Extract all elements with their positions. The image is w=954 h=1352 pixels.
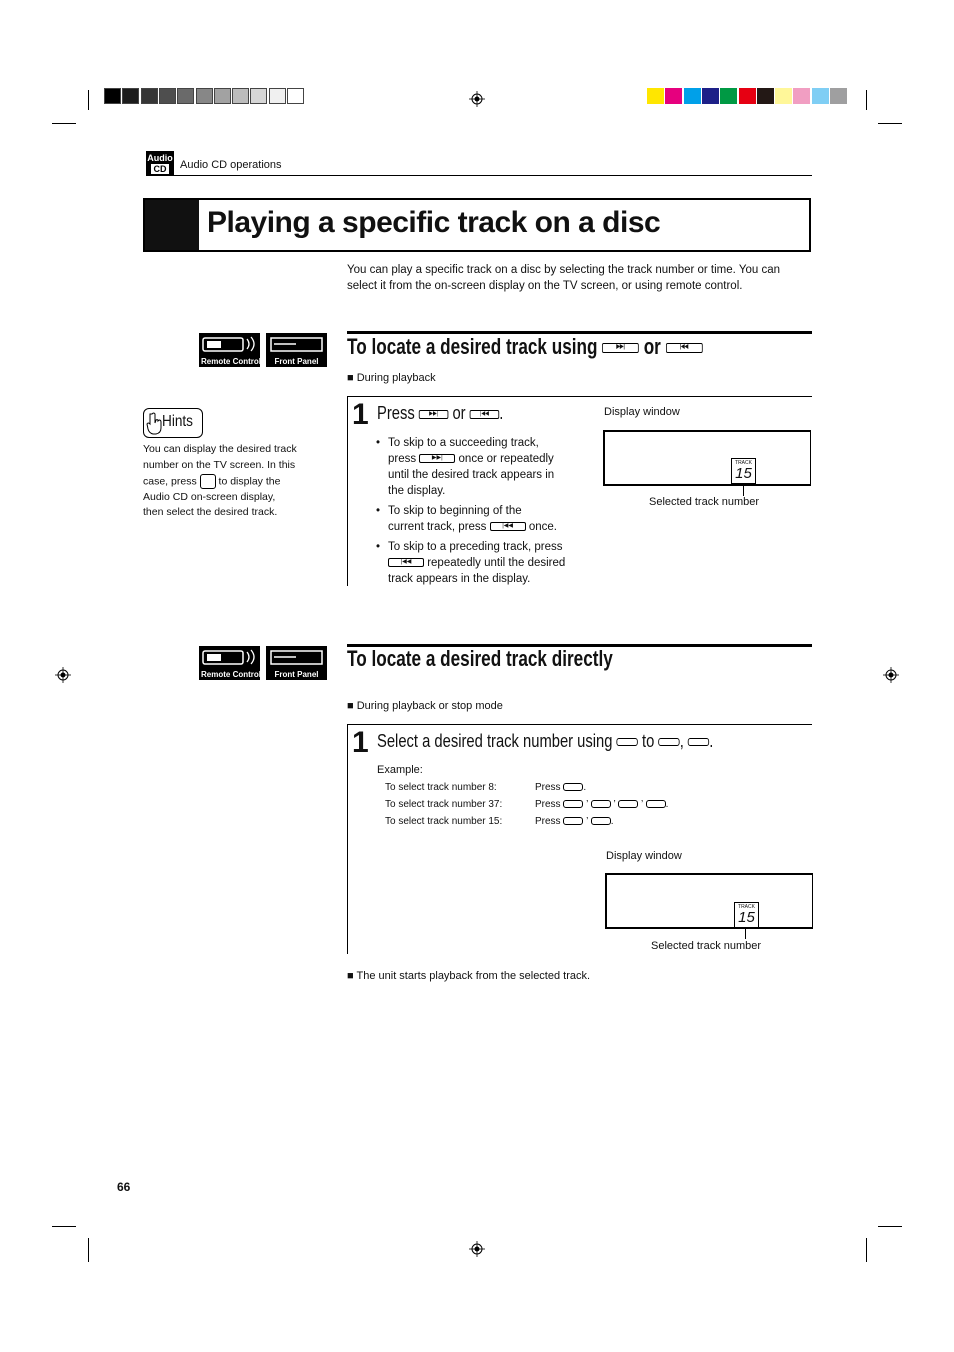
prev-skip-button-icon: |◀◀	[490, 522, 526, 531]
section1-heading-text: To locate a desired track using	[347, 334, 598, 359]
step-press-text: Press	[377, 403, 415, 423]
number-button-icon	[563, 817, 583, 825]
front-panel-icon	[266, 646, 327, 680]
bullet-text: To skip to a preceding track, press	[388, 541, 563, 553]
registration-mark-icon	[55, 667, 71, 683]
section2-step-heading	[377, 731, 817, 752]
step-number: 1	[352, 398, 369, 431]
prev-skip-button-icon: |◀◀	[666, 343, 703, 353]
example-label: Example:	[377, 764, 423, 776]
front-panel-graphic-icon	[266, 333, 327, 355]
title-box	[143, 198, 811, 252]
result-text: ■ The unit starts playback from the selected track.	[347, 970, 591, 982]
bullet-text-line	[388, 555, 591, 571]
hints-badge	[143, 408, 203, 438]
front-panel-icon	[266, 333, 327, 367]
example-row-label: To select track number 8:	[385, 782, 497, 793]
section2-heading-text: To locate a desired track directly	[347, 646, 613, 671]
example-row: To select track number 8: Press .	[385, 782, 587, 793]
hints-line: You can display the desired track	[143, 443, 297, 455]
hints-line: then select the desired track.	[143, 506, 278, 519]
step-side-rule	[347, 724, 348, 954]
example-row-label: To select track number 15:	[385, 816, 503, 827]
calibration-swatch	[269, 88, 286, 104]
section1-heading	[347, 334, 817, 358]
crop-mark	[52, 1226, 76, 1227]
bullet-text: repeatedly until the desired	[427, 557, 566, 569]
step-comma: ,	[679, 731, 684, 751]
bullet-text: press	[388, 453, 417, 465]
calibration-swatch	[287, 88, 304, 104]
remote-graphic-icon	[199, 333, 260, 355]
registration-mark-icon	[469, 1241, 485, 1257]
section2-condition: ■ During playback or stop mode	[347, 700, 503, 712]
display-window	[605, 873, 813, 929]
remote-graphic-icon	[199, 646, 260, 668]
hints-text	[143, 442, 333, 521]
intro-text: You can play a specific track on a disc by selecting the track number or time. You can select it from the on-screen display on the TV screen, or using remote control.	[347, 264, 780, 292]
calibration-swatch	[739, 88, 756, 104]
crop-mark	[88, 1238, 89, 1262]
number-button-icon	[658, 738, 679, 746]
list-item	[376, 435, 591, 499]
number-button-icon	[618, 800, 638, 808]
next-skip-button-icon: ▶▶|	[602, 343, 639, 353]
track-number: 15	[738, 909, 755, 926]
calibration-swatch	[141, 88, 158, 104]
crop-mark	[88, 90, 89, 110]
bullet-text: once or repeatedly	[458, 453, 554, 465]
display-caption: Selected track number	[649, 496, 760, 508]
calibration-swatch	[232, 88, 249, 104]
bullet-text: To skip to a succeeding track,	[388, 437, 539, 449]
bullet-text: until the desired track appears in	[388, 469, 555, 481]
step-period: .	[709, 731, 714, 751]
remote-control-icon	[199, 333, 260, 367]
remote-control-icon	[199, 646, 260, 680]
front-panel-graphic-icon	[266, 646, 327, 668]
track-number: 15	[735, 465, 752, 482]
bullet-text-line	[388, 451, 591, 467]
menu-button-icon	[200, 474, 216, 489]
badge-top-text: Audio	[147, 153, 173, 163]
section1-heading-or: or	[643, 334, 661, 359]
callout-line	[743, 486, 744, 496]
number-button-icon	[617, 738, 638, 746]
page-title: Playing a specific track on a disc	[207, 206, 661, 239]
section1-condition: ■ During playback	[347, 372, 436, 384]
bullet-text: current track, press	[388, 521, 487, 533]
step-side-rule	[347, 396, 348, 586]
number-button-icon	[563, 783, 583, 791]
header-rule	[146, 175, 812, 176]
front-panel-label: Front Panel	[274, 670, 319, 679]
next-skip-button-icon: ▶▶|	[419, 454, 455, 463]
step-rule	[347, 396, 812, 397]
bullet-dot: •	[376, 505, 381, 517]
number-button-icon	[563, 800, 583, 808]
calibration-swatch	[720, 88, 737, 104]
crop-mark	[878, 123, 902, 124]
hints-line	[143, 474, 333, 490]
example-press: Press	[535, 799, 561, 810]
example-press: Press	[535, 816, 561, 827]
section1-step-heading	[377, 403, 577, 424]
crop-mark	[866, 1238, 867, 1262]
example-press: Press	[535, 782, 561, 793]
track-label: TRACK	[735, 460, 752, 466]
step-rule	[347, 724, 812, 725]
calibration-swatch	[684, 88, 701, 104]
bullet-text: track appears in the display.	[388, 573, 531, 585]
page-number: 66	[117, 1180, 131, 1194]
list-item	[376, 503, 591, 535]
list-item	[376, 539, 591, 587]
number-button-icon	[646, 800, 666, 808]
hints-line: number on the TV screen. In this	[143, 458, 296, 471]
display-window-label: Display window	[604, 406, 680, 418]
section2-heading	[347, 646, 747, 670]
registration-mark-icon	[883, 667, 899, 683]
calibration-swatch	[775, 88, 792, 104]
number-button-icon	[591, 800, 611, 808]
calibration-swatch	[702, 88, 719, 104]
track-label: TRACK	[738, 904, 755, 910]
calibration-swatch	[214, 88, 231, 104]
bullet-text: To skip to beginning of the	[388, 505, 522, 517]
hints-label: Hints	[162, 413, 193, 430]
calibration-swatch	[104, 88, 121, 104]
hints-text-part: to display the	[218, 474, 281, 487]
step-text: Select a desired track number using	[377, 731, 613, 751]
bullet-text: the display.	[388, 485, 446, 497]
hints-line: Audio CD on-screen display,	[143, 490, 276, 503]
calibration-swatch	[793, 88, 810, 104]
step-number: 1	[352, 726, 369, 759]
calibration-swatch	[196, 88, 213, 104]
bullet-text: once.	[528, 521, 557, 533]
number-button-icon	[591, 817, 611, 825]
example-row: To select track number 15: Press ’ .	[385, 816, 614, 827]
track-indicator	[731, 458, 756, 484]
track-indicator	[734, 902, 759, 928]
crop-mark	[52, 123, 76, 124]
crop-mark	[866, 90, 867, 110]
calibration-swatch	[757, 88, 774, 104]
badge-bottom-text: CD	[151, 164, 169, 174]
audio-cd-badge	[146, 151, 174, 176]
display-caption: Selected track number	[651, 940, 762, 952]
example-row-label: To select track number 37:	[385, 799, 503, 810]
remote-control-label: Remote Control	[201, 670, 261, 679]
display-window-label: Display window	[606, 850, 682, 862]
step-period: .	[499, 403, 504, 423]
bullet-list	[376, 435, 591, 587]
next-skip-button-icon: ▶▶|	[419, 410, 449, 419]
crop-mark	[878, 1226, 902, 1227]
section-label: Audio CD operations	[180, 159, 282, 171]
front-panel-label: Front Panel	[274, 357, 319, 366]
calibration-swatch	[812, 88, 829, 104]
step-or-text: or	[452, 403, 466, 423]
calibration-swatch	[122, 88, 139, 104]
calibration-swatch	[665, 88, 682, 104]
display-window	[603, 430, 811, 486]
bullet-dot: •	[376, 541, 381, 553]
number-button-icon	[688, 738, 709, 746]
prev-skip-button-icon: |◀◀	[388, 558, 424, 567]
calibration-swatch	[177, 88, 194, 104]
callout-line	[745, 929, 746, 939]
hints-text-part: case, press	[143, 474, 197, 487]
prev-skip-button-icon: |◀◀	[470, 410, 500, 419]
calibration-swatch	[830, 88, 847, 104]
calibration-swatch	[159, 88, 176, 104]
registration-mark-icon	[469, 91, 485, 107]
title-black-block	[145, 200, 199, 250]
bullet-text-line	[388, 519, 591, 535]
calibration-swatch	[647, 88, 664, 104]
remote-control-label: Remote Control	[201, 357, 261, 366]
example-row: To select track number 37: Press ’ ’ ’ .	[385, 799, 669, 810]
calibration-swatch	[250, 88, 267, 104]
step-to-text: to	[642, 731, 655, 751]
bullet-dot: •	[376, 437, 381, 449]
